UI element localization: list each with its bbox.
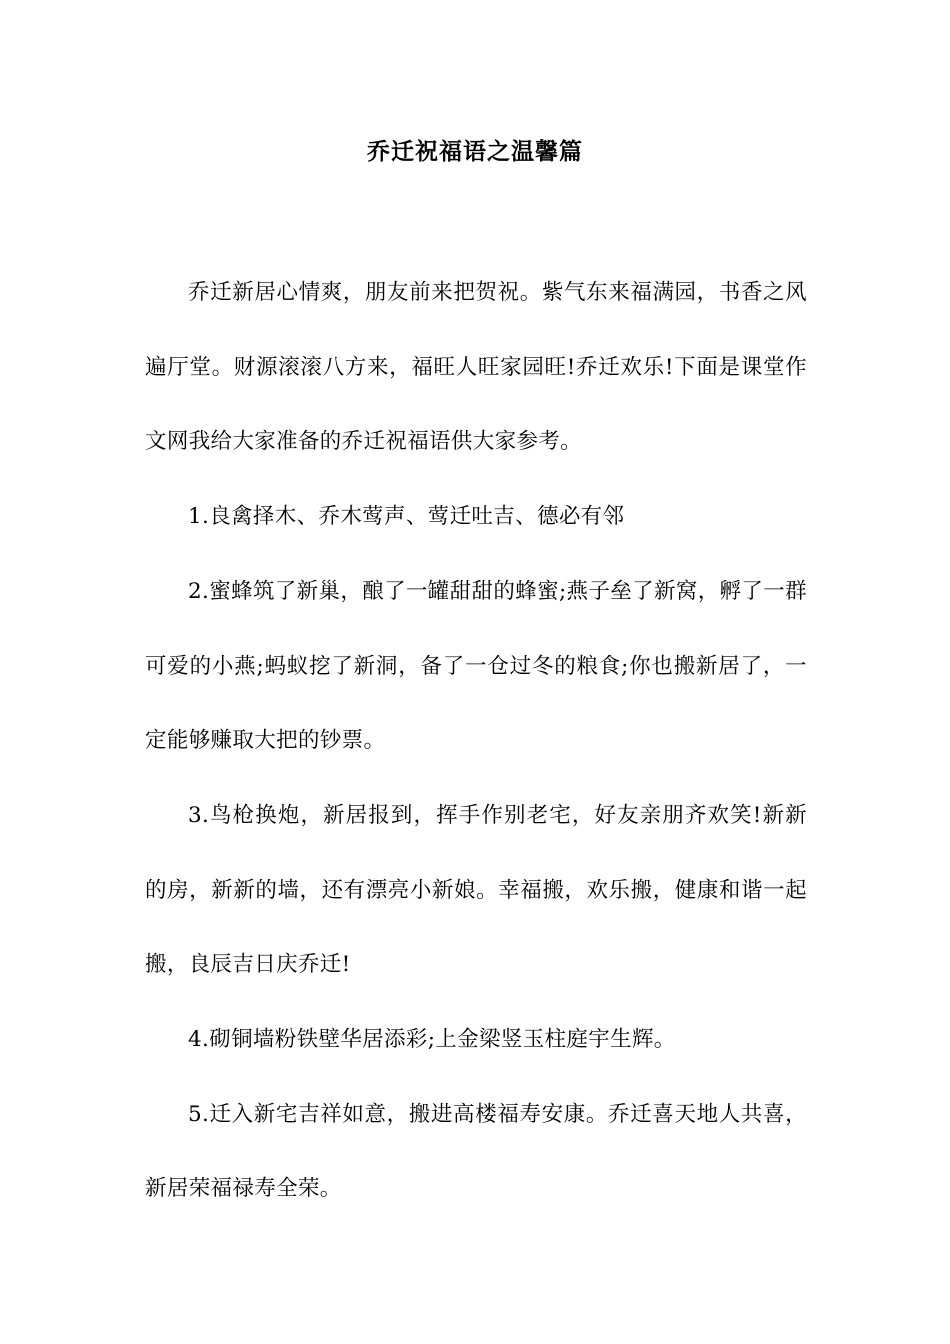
document-body xyxy=(145,256,807,1227)
document-title: 乔迁祝福语之温馨篇 xyxy=(367,138,583,165)
blessing-item-5: 5.迁入新宅吉祥如意，搬进高楼福寿安康。乔迁喜天地人共喜，新居荣福禄寿全荣。 xyxy=(145,1101,807,1202)
blessing-item-1: 1.良禽择木、乔木莺声、莺迁吐吉、德必有邻 xyxy=(188,504,625,530)
intro-paragraph: 乔迁新居心情爽，朋友前来把贺祝。紫气东来福满园，书香之风遍厅堂。财源滚滚八方来，福旺人旺家园旺!乔迁欢乐!下面是课堂作文网我给大家准备的乔迁祝福语供大家参考。 xyxy=(145,280,807,455)
blessing-item-4: 4.砌铜墙粉铁壁华居添彩;上金梁竖玉柱庭宇生辉。 xyxy=(188,1027,676,1053)
blessing-item-2: 2.蜜蜂筑了新巢，酿了一罐甜甜的蜂蜜;燕子垒了新窝，孵了一群可爱的小燕;蚂蚁挖了新洞，备了一仓过冬的粮食;你也搬新居了，一定能够赚取大把的钞票。 xyxy=(145,578,807,754)
blessing-item-3: 3.鸟枪换炮，新居报到，挥手作别老宅，好友亲朋齐欢笑!新新的房，新新的墙，还有漂亮小新娘。幸福搬，欢乐搬，健康和谐一起搬，良辰吉日庆乔迁! xyxy=(145,802,807,978)
